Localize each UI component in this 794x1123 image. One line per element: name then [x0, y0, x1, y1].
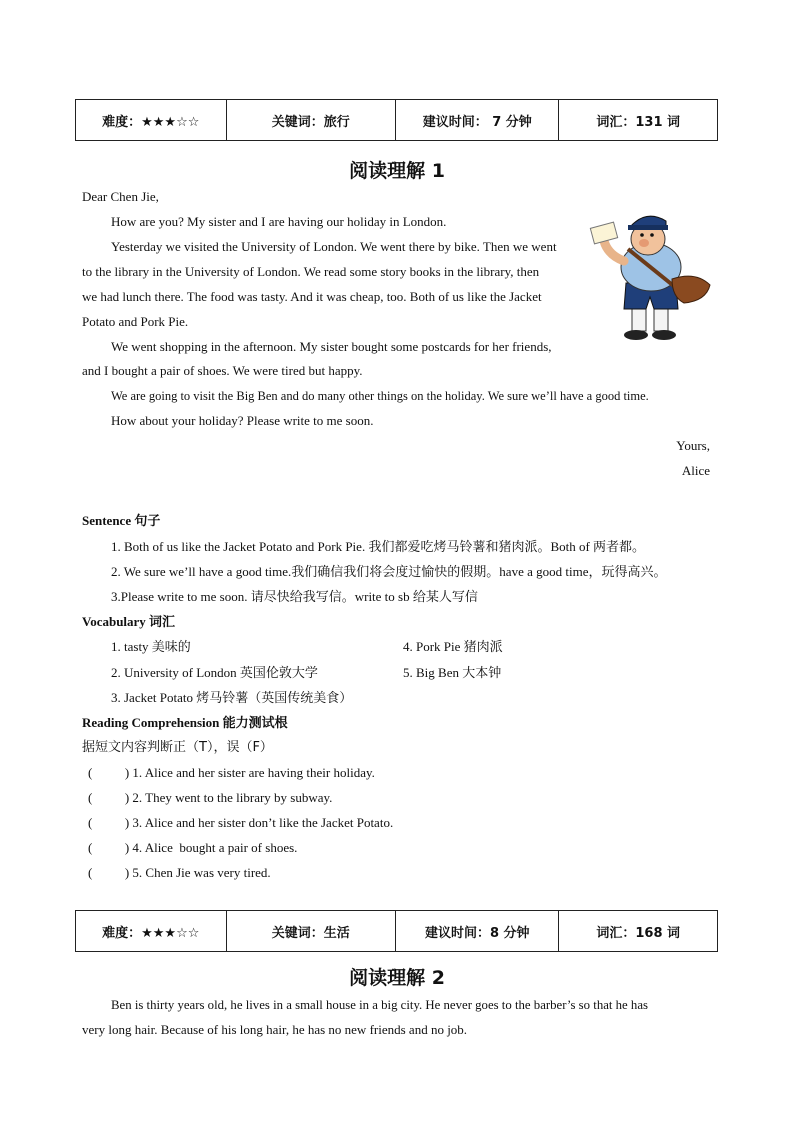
- difficulty-cell: 难度：★★★☆☆: [76, 100, 227, 140]
- keyword-cell: 关键词：旅行: [227, 100, 396, 140]
- time-cell: 建议时间： 7 分钟: [396, 100, 559, 140]
- keyword-cell: 关键词：生活: [227, 911, 396, 951]
- sentence-item: 2. We sure we’ll have a good time.我们确信我们将会度过愉快的假期。have a good time，玩得高兴。: [111, 564, 667, 579]
- letter-line: Potato and Pork Pie.: [82, 314, 189, 329]
- passage-line: Ben is thirty years old, he lives in a small house in a big city. He never goes to the barber’s so that he has: [111, 998, 648, 1012]
- question-item: ( ) 4. Alice bought a pair of shoes.: [88, 840, 298, 855]
- info-table-1: [75, 99, 718, 141]
- letter-closing: Yours,: [676, 438, 710, 453]
- letter-line: How about your holiday? Please write to me soon.: [111, 413, 374, 428]
- letter-line: to the library in the University of London. We read some story books in the library, then: [82, 264, 540, 279]
- postman-illustration: [588, 205, 714, 345]
- reading-instruction: 据短文内容判断正（T），误（F）: [82, 740, 273, 755]
- letter-line: We went shopping in the afternoon. My sister bought some postcards for her friends,: [111, 339, 552, 354]
- vocabulary-item: 5. Big Ben 大本钟: [403, 665, 502, 680]
- info-table-2: [75, 910, 718, 952]
- letter-line: we had lunch there. The food was tasty. And it was cheap, too. Both of us like the Jacket: [82, 289, 542, 304]
- passage-line: very long hair. Because of his long hair, he has no new friends and no job.: [82, 1022, 468, 1037]
- question-item: ( ) 3. Alice and her sister don’t like the Jacket Potato.: [88, 815, 394, 830]
- difficulty-cell: 难度：★★★☆☆: [76, 911, 227, 951]
- vocabulary-heading: Vocabulary 词汇: [82, 614, 176, 629]
- vocabulary-item: 3. Jacket Potato 烤马铃薯（英国传统美食）: [111, 690, 353, 705]
- sentence-item: 1. Both of us like the Jacket Potato and Pork Pie. 我们都爱吃烤马铃薯和猪肉派。Both of 两者都。: [111, 539, 646, 554]
- question-item: ( ) 1. Alice and her sister are having their holiday.: [88, 765, 375, 780]
- section-title-1: 阅读理解 1: [349, 160, 445, 182]
- vocabulary-item: 4. Pork Pie 猪肉派: [403, 639, 503, 654]
- letter-greeting: Dear Chen Jie,: [82, 189, 159, 204]
- letter-line: Yesterday we visited the University of London. We went there by bike. Then we went: [111, 239, 557, 254]
- vocab-count-cell: 词汇：168 词: [596, 925, 681, 941]
- time-cell: 建议时间：8 分钟: [396, 911, 559, 951]
- vocabulary-item: 1. tasty 美味的: [111, 639, 191, 654]
- reading-heading: Reading Comprehension 能力测试根: [82, 715, 288, 730]
- letter-line: We are going to visit the Big Ben and do many other things on the holiday. We sure we’ll have a good time.: [111, 389, 649, 403]
- section-title-2: 阅读理解 2: [349, 967, 445, 989]
- vocab-count-cell: 词汇：131 词: [596, 114, 681, 130]
- letter-line: and I bought a pair of shoes. We were tired but happy.: [82, 363, 363, 378]
- sentence-item: 3.Please write to me soon. 请尽快给我写信。write to sb 给某人写信: [111, 589, 478, 604]
- letter-line: How are you? My sister and I are having our holiday in London.: [111, 214, 447, 229]
- question-item: ( ) 2. They went to the library by subway.: [88, 790, 333, 805]
- letter-signature: Alice: [681, 463, 710, 478]
- sentence-heading: Sentence 句子: [82, 513, 161, 528]
- question-item: ( ) 5. Chen Jie was very tired.: [88, 865, 271, 880]
- vocabulary-item: 2. University of London 英国伦敦大学: [111, 665, 318, 680]
